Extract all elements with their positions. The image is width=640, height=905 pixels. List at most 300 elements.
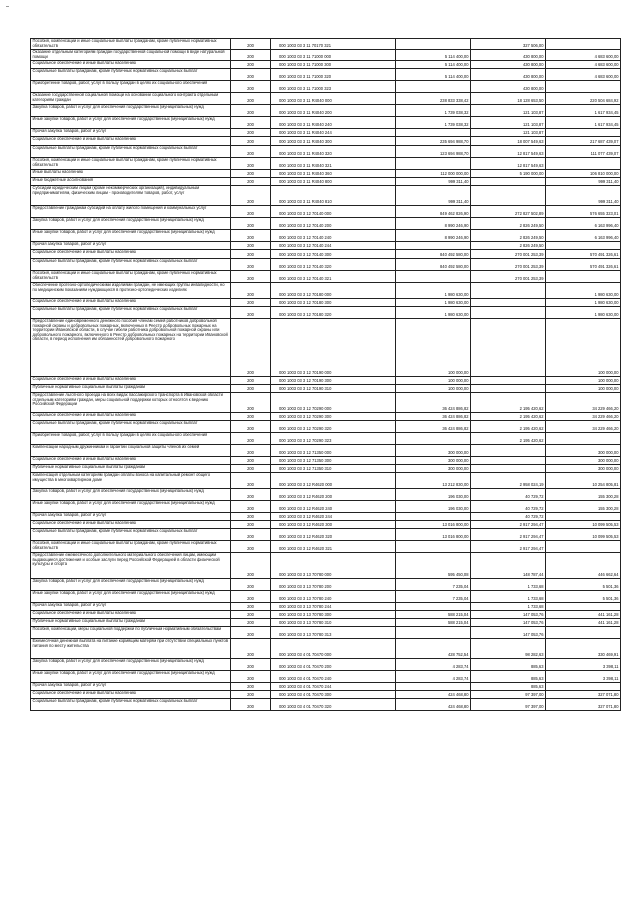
row-name-cell: Оказание отдельным категориям граждан государственной социальной помощи в виде натуральной помощи (31, 50, 231, 61)
row-line-code-cell: 200 (231, 473, 271, 489)
row-line-code-cell: 200 (231, 513, 271, 521)
row-name-cell: Иные закупки товаров, работ и услуг для обеспечения государственных (муниципальных) нужд (31, 117, 231, 129)
row-budget-code-cell: 000 1003 03 3 12 R4620 244 (271, 513, 396, 521)
row-executed-amount-cell: 430 800,00 (471, 69, 546, 81)
row-line-code-cell: 200 (231, 93, 271, 105)
row-executed-amount-cell: 147 053,76 (471, 619, 546, 627)
row-approved-amount-cell (396, 158, 471, 170)
row-approved-amount-cell: 5 114 400,00 (396, 61, 471, 69)
table-row (31, 206, 621, 218)
row-name-cell: Прочая закупка товаров, работ и услуг (31, 129, 231, 137)
table-row (31, 445, 621, 457)
row-executed-amount-cell: 1 733,68 (471, 603, 546, 611)
row-executed-amount-cell: 121 103,87 (471, 105, 546, 117)
row-budget-code-cell: 000 1003 03 3 12 71350 310 (271, 465, 396, 473)
row-name-cell: Прочая закупка товаров, работ и услуг (31, 683, 231, 691)
table-row (31, 421, 621, 433)
row-unexecuted-amount-cell (546, 39, 621, 50)
row-unexecuted-amount-cell: 4 683 600,00 (546, 61, 621, 69)
row-executed-amount-cell: 40 729,72 (471, 489, 546, 501)
row-approved-amount-cell: 13 016 800,00 (396, 529, 471, 541)
row-name-cell: Социальное обеспечение и иные выплаты населению (31, 457, 231, 465)
row-unexecuted-amount-cell: 155 300,28 (546, 489, 621, 501)
row-unexecuted-amount-cell: 217 687 439,07 (546, 137, 621, 146)
row-approved-amount-cell: 8 990 246,90 (396, 218, 471, 230)
row-approved-amount-cell: 300 000,00 (396, 457, 471, 465)
row-approved-amount-cell: 100 000,00 (396, 319, 471, 377)
row-approved-amount-cell: 36 424 886,82 (396, 413, 471, 421)
table-row (31, 186, 621, 206)
row-unexecuted-amount-cell: 576 655 323,01 (546, 206, 621, 218)
row-unexecuted-amount-cell: 300 000,00 (546, 465, 621, 473)
row-budget-code-cell: 000 1003 03 4 01 70470 000 (271, 639, 396, 659)
row-name-cell: Ежемесячная денежная выплата на питание кормящим матерям при отсутствии специальных пунктов питания по месту жительства (31, 639, 231, 659)
row-approved-amount-cell: 235 694 988,70 (396, 137, 471, 146)
row-unexecuted-amount-cell: 1 980 630,00 (546, 307, 621, 319)
row-name-cell: Социальное обеспечение и иные выплаты населению (31, 611, 231, 619)
row-approved-amount-cell: 1 739 038,32 (396, 105, 471, 117)
row-approved-amount-cell (396, 271, 471, 283)
row-line-code-cell: 200 (231, 671, 271, 683)
row-line-code-cell: 200 (231, 129, 271, 137)
table-row (31, 299, 621, 307)
table-row (31, 61, 621, 69)
row-line-code-cell: 200 (231, 206, 271, 218)
table-row (31, 619, 621, 627)
row-executed-amount-cell: 2 958 024,19 (471, 473, 546, 489)
row-unexecuted-amount-cell: 155 300,28 (546, 501, 621, 513)
row-line-code-cell: 200 (231, 501, 271, 513)
row-executed-amount-cell: 430 800,00 (471, 61, 546, 69)
row-unexecuted-amount-cell (546, 271, 621, 283)
table-row (31, 627, 621, 639)
row-approved-amount-cell: 840 492 580,00 (396, 259, 471, 271)
row-budget-code-cell: 000 1003 03 3 11 R4040 244 (271, 129, 396, 137)
row-budget-code-cell: 000 1003 03 3 12 R4620 000 (271, 473, 396, 489)
row-executed-amount-cell: 2 195 420,62 (471, 393, 546, 413)
row-unexecuted-amount-cell: 446 662,64 (546, 553, 621, 579)
row-line-code-cell: 200 (231, 611, 271, 619)
row-name-cell: Социальные выплаты гражданам, кроме публичных нормативных социальных выплат (31, 307, 231, 319)
row-budget-code-cell: 000 1003 03 3 13 70780 300 (271, 611, 396, 619)
row-executed-amount-cell: 18 128 653,50 (471, 93, 546, 105)
row-budget-code-cell: 000 1003 03 3 12 70190 300 (271, 377, 396, 385)
expenditure-table (30, 38, 621, 711)
row-executed-amount-cell: 18 007 549,63 (471, 137, 546, 146)
row-unexecuted-amount-cell (546, 81, 621, 93)
row-approved-amount-cell: 588 215,04 (396, 611, 471, 619)
row-budget-code-cell: 000 1003 03 3 12 70140 000 (271, 206, 396, 218)
row-line-code-cell: 200 (231, 521, 271, 529)
row-line-code-cell: 200 (231, 489, 271, 501)
row-line-code-cell: 200 (231, 307, 271, 319)
row-budget-code-cell: 000 1003 03 3 12 R4620 321 (271, 541, 396, 553)
row-line-code-cell: 200 (231, 553, 271, 579)
row-executed-amount-cell (471, 283, 546, 299)
row-name-cell: Социальные выплаты гражданам, кроме публичных нормативных социальных выплат (31, 146, 231, 158)
table-row (31, 683, 621, 691)
row-name-cell: Иные закупки товаров, работ и услуг для обеспечения государственных (муниципальных) нужд (31, 501, 231, 513)
row-unexecuted-amount-cell: 5 501,36 (546, 579, 621, 591)
row-budget-code-cell: 000 1003 03 3 12 70140 321 (271, 271, 396, 283)
table-row (31, 691, 621, 699)
row-executed-amount-cell (471, 385, 546, 393)
row-name-cell: Приобретение товаров, работ, услуг в пользу граждан в целях их социального обеспечения (31, 433, 231, 445)
row-line-code-cell: 200 (231, 465, 271, 473)
row-line-code-cell: 200 (231, 457, 271, 465)
table-row (31, 529, 621, 541)
row-unexecuted-amount-cell: 100 000,00 (546, 319, 621, 377)
row-budget-code-cell: 000 1003 03 3 12 71350 000 (271, 445, 396, 457)
row-name-cell: Социальные выплаты гражданам, кроме публичных нормативных социальных выплат (31, 529, 231, 541)
row-approved-amount-cell (396, 433, 471, 445)
table-row (31, 129, 621, 137)
row-executed-amount-cell: 2 917 294,47 (471, 521, 546, 529)
row-budget-code-cell: 000 1003 03 3 12 R4620 200 (271, 489, 396, 501)
row-budget-code-cell: 000 1003 03 3 11 R4040 200 (271, 105, 396, 117)
table-row (31, 553, 621, 579)
row-approved-amount-cell (396, 603, 471, 611)
row-line-code-cell: 200 (231, 69, 271, 81)
row-name-cell: Иные закупки товаров, работ и услуг для обеспечения государственных (муниципальных) нужд (31, 230, 231, 242)
row-name-cell: Закупка товаров, работ и услуг для обеспечения государственных (муниципальных) нужд (31, 105, 231, 117)
row-executed-amount-cell: 148 787,44 (471, 553, 546, 579)
row-name-cell: Публичные нормативные социальные выплаты гражданам (31, 385, 231, 393)
row-executed-amount-cell: 5 190 000,00 (471, 170, 546, 178)
row-executed-amount-cell: 270 001 253,39 (471, 250, 546, 259)
row-budget-code-cell: 000 1003 03 3 12 70140 200 (271, 218, 396, 230)
row-executed-amount-cell: 121 103,87 (471, 129, 546, 137)
row-unexecuted-amount-cell: 34 229 466,20 (546, 421, 621, 433)
row-line-code-cell: 200 (231, 117, 271, 129)
row-line-code-cell: 200 (231, 603, 271, 611)
row-approved-amount-cell: 999 311,40 (396, 186, 471, 206)
table-row (31, 639, 621, 659)
table-row (31, 158, 621, 170)
row-executed-amount-cell: 98 282,63 (471, 639, 546, 659)
row-name-cell: Социальное обеспечение и иные выплаты населению (31, 377, 231, 385)
row-line-code-cell: 200 (231, 299, 271, 307)
table-row (31, 465, 621, 473)
row-budget-code-cell: 000 1003 03 4 01 70470 300 (271, 691, 396, 699)
table-row (31, 699, 621, 711)
row-approved-amount-cell: 4 283,74 (396, 659, 471, 671)
table-row (31, 611, 621, 619)
row-line-code-cell: 200 (231, 529, 271, 541)
row-line-code-cell: 200 (231, 377, 271, 385)
row-unexecuted-amount-cell: 999 311,40 (546, 178, 621, 186)
row-executed-amount-cell: 2 195 420,62 (471, 433, 546, 445)
table-row (31, 501, 621, 513)
row-line-code-cell: 200 (231, 413, 271, 421)
row-approved-amount-cell: 595 450,08 (396, 553, 471, 579)
row-unexecuted-amount-cell: 220 504 684,92 (546, 93, 621, 105)
row-executed-amount-cell: 2 826 249,50 (471, 242, 546, 250)
row-name-cell: Закупка товаров, работ и услуг для обеспечения государственных (муниципальных) нужд (31, 218, 231, 230)
row-unexecuted-amount-cell: 100 000,00 (546, 385, 621, 393)
row-name-cell: Предоставление ежемесячного дополнительного материального обеспечения лицам, имеющим выдающиеся достижения и особые заслуги перед Российской Федерацией в области физической культуры и спорта (31, 553, 231, 579)
row-approved-amount-cell: 1 980 630,00 (396, 283, 471, 299)
row-name-cell: Пособия, компенсации и иные социальные выплаты гражданам, кроме публичных нормативных обязательств (31, 271, 231, 283)
row-budget-code-cell: 000 1003 03 3 11 71000 000 (271, 50, 396, 61)
row-line-code-cell: 200 (231, 105, 271, 117)
row-line-code-cell: 200 (231, 170, 271, 178)
row-budget-code-cell: 000 1003 03 3 11 R4040 321 (271, 158, 396, 170)
row-line-code-cell: 200 (231, 591, 271, 603)
row-executed-amount-cell: 272 827 502,89 (471, 206, 546, 218)
table-row (31, 50, 621, 61)
row-executed-amount-cell: 2 826 249,50 (471, 230, 546, 242)
table-row (31, 117, 621, 129)
row-budget-code-cell: 000 1003 03 4 01 70470 244 (271, 683, 396, 691)
row-name-cell: Социальные выплаты гражданам, кроме публичных нормативных социальных выплат (31, 699, 231, 711)
row-executed-amount-cell: 885,63 (471, 671, 546, 683)
row-unexecuted-amount-cell: 570 491 326,61 (546, 259, 621, 271)
row-line-code-cell: 200 (231, 271, 271, 283)
row-executed-amount-cell: 2 195 420,62 (471, 421, 546, 433)
row-executed-amount-cell (471, 319, 546, 377)
row-unexecuted-amount-cell: 3 398,11 (546, 659, 621, 671)
table-row (31, 170, 621, 178)
row-approved-amount-cell: 196 030,00 (396, 489, 471, 501)
row-unexecuted-amount-cell: 570 491 326,61 (546, 250, 621, 259)
row-budget-code-cell: 000 1003 03 4 01 70470 200 (271, 659, 396, 671)
row-unexecuted-amount-cell: 10 099 505,53 (546, 529, 621, 541)
table-row (31, 521, 621, 529)
row-unexecuted-amount-cell: 441 161,28 (546, 619, 621, 627)
row-approved-amount-cell: 1 739 038,32 (396, 117, 471, 129)
row-name-cell: Пособия, компенсации, меры социальной поддержки по публичным нормативным обязательствам (31, 627, 231, 639)
row-executed-amount-cell: 885,63 (471, 659, 546, 671)
row-unexecuted-amount-cell: 4 683 600,00 (546, 69, 621, 81)
row-unexecuted-amount-cell: 999 311,40 (546, 186, 621, 206)
row-approved-amount-cell: 112 000 000,00 (396, 170, 471, 178)
row-unexecuted-amount-cell: 106 810 000,00 (546, 170, 621, 178)
row-executed-amount-cell: 2 917 294,47 (471, 541, 546, 553)
row-budget-code-cell: 000 1003 03 3 12 70290 323 (271, 433, 396, 445)
row-unexecuted-amount-cell: 100 000,00 (546, 377, 621, 385)
row-approved-amount-cell: 1 980 630,00 (396, 307, 471, 319)
row-executed-amount-cell: 12 817 549,63 (471, 158, 546, 170)
row-name-cell: Предоставление гражданам субсидий на оплату жилого помещения и коммунальных услуг (31, 206, 231, 218)
row-approved-amount-cell: 424 468,80 (396, 691, 471, 699)
row-name-cell: Компенсации народным дружинникам и гарантии социальной защиты членов их семей (31, 445, 231, 457)
row-budget-code-cell: 000 1003 03 3 12 70290 300 (271, 413, 396, 421)
row-line-code-cell: 200 (231, 146, 271, 158)
table-row (31, 591, 621, 603)
row-unexecuted-amount-cell: 34 229 466,20 (546, 393, 621, 413)
table-row (31, 457, 621, 465)
row-unexecuted-amount-cell: 6 163 996,40 (546, 230, 621, 242)
row-name-cell: Публичные нормативные социальные выплаты гражданам (31, 465, 231, 473)
row-line-code-cell: 200 (231, 393, 271, 413)
row-name-cell: Публичные нормативные социальные выплаты гражданам (31, 619, 231, 627)
row-budget-code-cell: 000 1003 03 3 11 R4040 320 (271, 146, 396, 158)
row-approved-amount-cell: 849 462 826,90 (396, 206, 471, 218)
row-unexecuted-amount-cell: 4 683 600,00 (546, 50, 621, 61)
table-row (31, 489, 621, 501)
row-budget-code-cell: 000 1003 03 3 12 70140 320 (271, 259, 396, 271)
row-approved-amount-cell (396, 627, 471, 639)
row-line-code-cell: 200 (231, 319, 271, 377)
row-name-cell: Социальное обеспечение и иные выплаты населению (31, 250, 231, 259)
table-row (31, 393, 621, 413)
table-row (31, 259, 621, 271)
table-row (31, 81, 621, 93)
table-row (31, 250, 621, 259)
row-budget-code-cell: 000 1003 03 3 12 70180 300 (271, 299, 396, 307)
row-budget-code-cell: 000 1003 03 3 13 70780 244 (271, 603, 396, 611)
row-unexecuted-amount-cell: 10 254 805,81 (546, 473, 621, 489)
table-row (31, 377, 621, 385)
table-row (31, 413, 621, 421)
table-row (31, 541, 621, 553)
row-unexecuted-amount-cell: 34 229 466,20 (546, 413, 621, 421)
row-budget-code-cell: 000 1003 03 3 12 70140 240 (271, 230, 396, 242)
row-executed-amount-cell (471, 178, 546, 186)
row-name-cell: Прочая закупка товаров, работ и услуг (31, 603, 231, 611)
row-executed-amount-cell: 2 917 294,47 (471, 529, 546, 541)
row-name-cell: Социальное обеспечение и иные выплаты населению (31, 691, 231, 699)
row-line-code-cell: 200 (231, 81, 271, 93)
row-unexecuted-amount-cell: 300 000,00 (546, 445, 621, 457)
row-line-code-cell: 200 (231, 683, 271, 691)
table-row (31, 137, 621, 146)
row-approved-amount-cell: 840 492 580,00 (396, 250, 471, 259)
row-executed-amount-cell: 270 001 253,39 (471, 271, 546, 283)
table-row (31, 39, 621, 50)
row-budget-code-cell: 000 1003 03 3 11 71000 300 (271, 61, 396, 69)
row-unexecuted-amount-cell: 5 501,36 (546, 591, 621, 603)
row-approved-amount-cell: 428 752,54 (396, 639, 471, 659)
row-approved-amount-cell: 300 000,00 (396, 465, 471, 473)
row-unexecuted-amount-cell (546, 513, 621, 521)
row-executed-amount-cell (471, 307, 546, 319)
row-budget-code-cell: 000 1003 03 3 12 70140 300 (271, 250, 396, 259)
row-line-code-cell: 200 (231, 659, 271, 671)
row-budget-code-cell: 000 1003 03 3 12 70180 000 (271, 283, 396, 299)
row-budget-code-cell: 000 1003 03 3 11 R4040 800 (271, 178, 396, 186)
row-approved-amount-cell (396, 683, 471, 691)
row-line-code-cell: 200 (231, 433, 271, 445)
row-name-cell: Прочая закупка товаров, работ и услуг (31, 242, 231, 250)
row-executed-amount-cell: 147 053,76 (471, 627, 546, 639)
row-line-code-cell: 200 (231, 178, 271, 186)
row-approved-amount-cell: 13 016 800,00 (396, 521, 471, 529)
row-line-code-cell: 200 (231, 158, 271, 170)
row-unexecuted-amount-cell (546, 541, 621, 553)
row-executed-amount-cell: 1 733,68 (471, 591, 546, 603)
row-line-code-cell: 200 (231, 218, 271, 230)
row-name-cell: Закупка товаров, работ и услуг для обеспечения государственных (муниципальных) нужд (31, 489, 231, 501)
row-line-code-cell: 200 (231, 699, 271, 711)
table-row (31, 242, 621, 250)
table-row (31, 218, 621, 230)
row-executed-amount-cell (471, 465, 546, 473)
row-line-code-cell: 200 (231, 619, 271, 627)
row-name-cell: Социальные выплаты гражданам, кроме публичных нормативных социальных выплат (31, 421, 231, 433)
table-row (31, 579, 621, 591)
row-unexecuted-amount-cell: 300 000,00 (546, 457, 621, 465)
row-executed-amount-cell: 147 053,76 (471, 611, 546, 619)
table-row (31, 433, 621, 445)
row-approved-amount-cell: 7 235,04 (396, 591, 471, 603)
row-budget-code-cell: 000 1003 03 3 11 71000 323 (271, 81, 396, 93)
row-unexecuted-amount-cell: 1 980 630,00 (546, 283, 621, 299)
row-budget-code-cell: 000 1003 03 3 12 70180 320 (271, 307, 396, 319)
row-budget-code-cell: 000 1003 03 3 13 70780 200 (271, 579, 396, 591)
row-executed-amount-cell: 97 397,00 (471, 691, 546, 699)
row-budget-code-cell: 000 1003 03 3 11 R4040 300 (271, 137, 396, 146)
table-row (31, 105, 621, 117)
row-unexecuted-amount-cell (546, 129, 621, 137)
table-row (31, 307, 621, 319)
row-line-code-cell: 200 (231, 230, 271, 242)
row-approved-amount-cell: 123 694 988,70 (396, 146, 471, 158)
row-name-cell: Предоставление льготного проезда на всех видах пассажирского транспорта в Ивановской области отдельным категориям граждан, меры социальной поддержки которых относятся к ведению Российской Федерации (31, 393, 231, 413)
row-unexecuted-amount-cell: 327 071,80 (546, 699, 621, 711)
row-name-cell: Компенсация отдельным категориям граждан оплаты взноса на капитальный ремонт общего имущества в многоквартирном доме (31, 473, 231, 489)
row-line-code-cell: 200 (231, 61, 271, 69)
row-name-cell: Прочая закупка товаров, работ и услуг (31, 513, 231, 521)
row-line-code-cell: 200 (231, 579, 271, 591)
row-approved-amount-cell: 13 212 830,00 (396, 473, 471, 489)
row-name-cell: Предоставление единовременного денежного пособия членам семей работников добровольной пожарной охраны и добровольных пожарных, включенных в Реестр добровольных пожарных на территории Ивановской области, в случае гибели работника добровольной пожарной охраны или добровольного пожарного, включенного в Реестр добровольных пожарных на территории Ивановской области, в период исполнения им обязанностей добровольного пожарного (31, 319, 231, 377)
row-line-code-cell: 200 (231, 541, 271, 553)
row-executed-amount-cell: 121 103,87 (471, 117, 546, 129)
row-name-cell: Пособия, компенсации и иные социальные выплаты гражданам, кроме публичных нормативных обязательств (31, 541, 231, 553)
row-approved-amount-cell: 5 114 400,00 (396, 50, 471, 61)
row-name-cell: Социальное обеспечение и иные выплаты населению (31, 137, 231, 146)
row-name-cell: Социальные выплаты гражданам, кроме публичных нормативных социальных выплат (31, 69, 231, 81)
row-approved-amount-cell (396, 242, 471, 250)
table-row (31, 659, 621, 671)
row-name-cell: Иные закупки товаров, работ и услуг для обеспечения государственных (муниципальных) нужд (31, 591, 231, 603)
row-approved-amount-cell: 238 833 338,42 (396, 93, 471, 105)
row-executed-amount-cell: 885,63 (471, 683, 546, 691)
row-executed-amount-cell: 12 817 549,63 (471, 146, 546, 158)
row-line-code-cell: 200 (231, 259, 271, 271)
row-name-cell: Иные закупки товаров, работ и услуг для обеспечения государственных (муниципальных) нужд (31, 671, 231, 683)
row-unexecuted-amount-cell: 1 617 934,45 (546, 105, 621, 117)
row-executed-amount-cell: 430 800,00 (471, 50, 546, 61)
row-executed-amount-cell: 40 729,72 (471, 513, 546, 521)
row-name-cell: Социальные выплаты гражданам, кроме публичных нормативных социальных выплат (31, 259, 231, 271)
row-name-cell: Социальное обеспечение и иные выплаты населению (31, 61, 231, 69)
row-unexecuted-amount-cell: 3 398,11 (546, 671, 621, 683)
row-line-code-cell: 200 (231, 627, 271, 639)
row-name-cell: Оказание государственной социальной помощи на основании социального контракта отдельным категориям граждан (31, 93, 231, 105)
row-executed-amount-cell: 40 729,72 (471, 501, 546, 513)
row-approved-amount-cell: 36 424 886,82 (396, 393, 471, 413)
row-unexecuted-amount-cell: 6 163 996,40 (546, 218, 621, 230)
row-approved-amount-cell: 196 030,00 (396, 501, 471, 513)
row-executed-amount-cell: 1 733,68 (471, 579, 546, 591)
row-line-code-cell: 200 (231, 50, 271, 61)
expenditure-table-body (31, 39, 621, 711)
row-name-cell: Приобретение товаров, работ, услуг в пользу граждан в целях их социального обеспечения (31, 81, 231, 93)
row-executed-amount-cell: 2 826 249,50 (471, 218, 546, 230)
row-name-cell: Иные бюджетные ассигнования (31, 178, 231, 186)
row-approved-amount-cell: 8 990 246,90 (396, 230, 471, 242)
budget-execution-page (30, 38, 620, 711)
row-approved-amount-cell: 999 311,40 (396, 178, 471, 186)
row-budget-code-cell: 000 1003 03 4 01 70470 320 (271, 699, 396, 711)
row-unexecuted-amount-cell: 111 077 439,07 (546, 146, 621, 158)
row-unexecuted-amount-cell: 1 980 630,00 (546, 299, 621, 307)
row-budget-code-cell: 000 1003 03 4 01 70470 240 (271, 671, 396, 683)
row-approved-amount-cell (396, 39, 471, 50)
